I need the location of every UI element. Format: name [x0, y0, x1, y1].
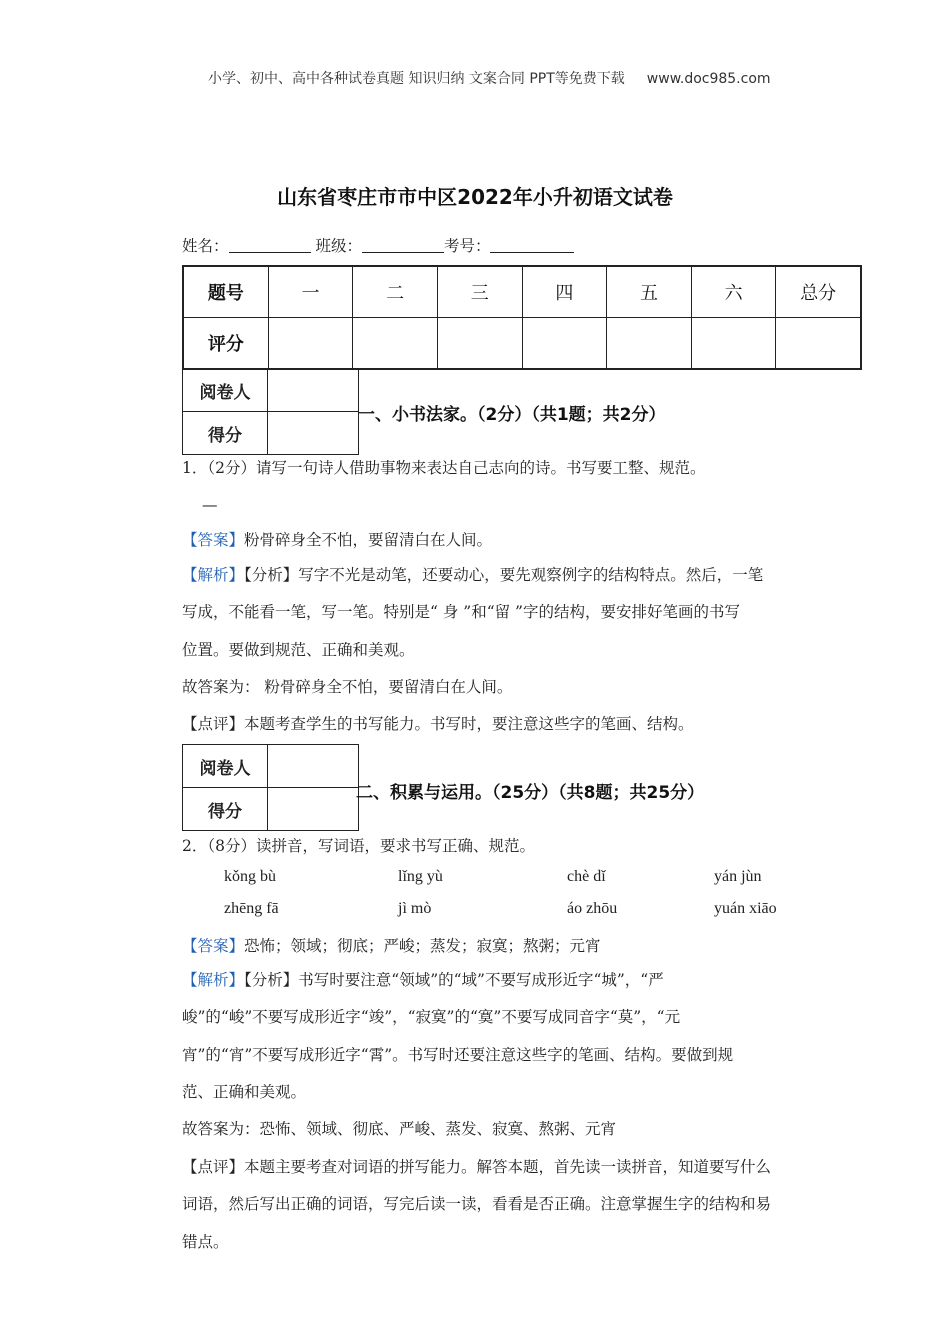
- analysis-line: 峻”的“峻”不要写成形近字“竣”，“寂寞”的“寞”不要写成同音字“莫”，“元: [182, 1008, 681, 1026]
- grader-box-2: [182, 744, 359, 831]
- score-table-header: 五: [607, 266, 692, 318]
- score-table-header: 总分: [776, 266, 861, 318]
- name-blank[interactable]: [229, 238, 311, 253]
- reviewer-cell[interactable]: [268, 745, 359, 788]
- analysis-line: 位置。要做到规范、正确和美观。: [182, 641, 415, 659]
- comment-line: 词语，然后写出正确的词语，写完后读一读，看看是否正确。注意掌握生字的结构和易: [182, 1195, 772, 1213]
- score-table-header: 四: [522, 266, 607, 318]
- score-table-header: 三: [437, 266, 522, 318]
- score-label: 得分: [183, 412, 268, 455]
- comment-2: 【点评】本题主要考查对词语的拼写能力。解答本题，首先读一读拼音，知道要写什么: [182, 1158, 772, 1176]
- score-cell[interactable]: [522, 318, 607, 370]
- class-label: 班级：: [315, 237, 362, 255]
- score-cell[interactable]: [268, 788, 359, 831]
- answer-tag: 【答案】: [182, 531, 245, 549]
- score-table-header: 一: [268, 266, 353, 318]
- comment-1: 【点评】本题考查学生的书写能力。书写时，要注意这些字的笔画、结构。: [182, 715, 694, 733]
- answer-1: [182, 528, 492, 550]
- analysis-tag: 【解析】: [182, 971, 245, 989]
- answer-tag: 【答案】: [182, 937, 245, 955]
- analysis-2: [182, 968, 664, 990]
- pinyin-item: chè dǐ: [567, 868, 606, 885]
- page-header: [208, 68, 771, 88]
- score-cell[interactable]: [607, 318, 692, 370]
- header-site[interactable]: www.doc985.com: [646, 71, 771, 87]
- comment-line: 错点。: [182, 1233, 229, 1251]
- pinyin-item: zhēng fā: [224, 900, 279, 917]
- analysis-line: 【分析】写字不光是动笔，还要动心，要先观察例字的结构特点。然后，一笔: [244, 566, 764, 584]
- class-blank[interactable]: [362, 238, 444, 253]
- answer-line: —: [202, 496, 218, 514]
- analysis-1: [182, 563, 763, 585]
- question-2: 2．（8分）读拼音，写词语，要求书写正确、规范。: [182, 837, 535, 855]
- section1-title: 一、小书法家。（2分）（共1题；共2分）: [358, 405, 666, 425]
- section2-title: 二、积累与运用。（25分）（共8题；共25分）: [356, 783, 705, 803]
- pinyin-item: yán jùn: [714, 868, 762, 885]
- exam-no-blank[interactable]: [490, 238, 574, 253]
- page-title: 山东省枣庄市市中区2022年小升初语文试卷: [277, 185, 673, 209]
- score-label: 得分: [183, 788, 268, 831]
- answer-2: [182, 934, 601, 956]
- score-cell[interactable]: [353, 318, 438, 370]
- score-table-header: 题号: [183, 266, 268, 318]
- question-1: 1．（2分）请写一句诗人借助事物来表达自己志向的诗。书写要工整、规范。: [182, 459, 706, 477]
- pinyin-item: jì mò: [398, 900, 432, 917]
- score-cell[interactable]: [776, 318, 861, 370]
- reviewer-label: 阅卷人: [183, 369, 268, 412]
- analysis-line: 【分析】书写时要注意“领域”的“域”不要写成形近字“城”，“严: [244, 971, 664, 989]
- score-cell[interactable]: [691, 318, 776, 370]
- analysis-line: 写成，不能看一笔，写一笔。特别是“ 身 ”和“留 ”字的结构，要安排好笔画的书写: [182, 603, 740, 621]
- pinyin-item: kǒng bù: [224, 868, 276, 885]
- answer-text: 恐怖；领域；彻底；严峻；蒸发；寂寞；熬粥；元宵: [244, 937, 601, 955]
- score-row-label: 评分: [183, 318, 268, 370]
- score-table-header-row: [183, 266, 861, 318]
- exam-no-label: 考号：: [443, 237, 491, 255]
- reviewer-label: 阅卷人: [183, 745, 268, 788]
- name-label: 姓名：: [182, 237, 229, 255]
- final-answer-2: 故答案为：恐怖、领域、彻底、严峻、蒸发、寂寞、熬粥、元宵: [182, 1120, 617, 1138]
- header-text: 小学、初中、高中各种试卷真题 知识归纳 文案合同 PPT等免费下载: [208, 71, 625, 87]
- score-table-header: 二: [353, 266, 438, 318]
- score-table-row: [183, 318, 861, 370]
- analysis-tag: 【解析】: [182, 566, 245, 584]
- student-info: [182, 234, 574, 256]
- grader-box-1: [182, 368, 359, 455]
- pinyin-item: lǐng yù: [398, 868, 443, 885]
- pinyin-item: yuán xiāo: [714, 900, 777, 917]
- score-cell[interactable]: [268, 412, 359, 455]
- final-answer-1: 故答案为： 粉骨碎身全不怕，要留清白在人间。: [182, 678, 513, 696]
- analysis-line: 宵”的“宵”不要写成形近字“霄”。书写时还要注意这些字的笔画、结构。要做到规: [182, 1046, 734, 1064]
- score-table-header: 六: [691, 266, 776, 318]
- answer-text: 粉骨碎身全不怕，要留清白在人间。: [244, 531, 493, 549]
- score-table: [182, 265, 862, 370]
- score-cell[interactable]: [437, 318, 522, 370]
- analysis-line: 范、正确和美观。: [182, 1083, 307, 1101]
- reviewer-cell[interactable]: [268, 369, 359, 412]
- pinyin-item: áo zhōu: [567, 900, 618, 917]
- score-cell[interactable]: [268, 318, 353, 370]
